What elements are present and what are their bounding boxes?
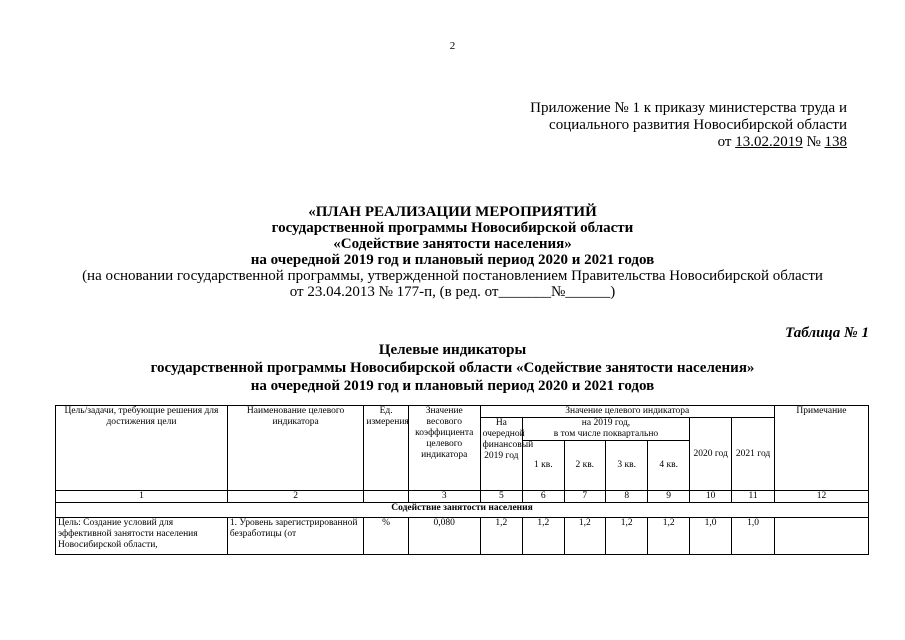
- header-q1: 1 кв.: [523, 441, 564, 491]
- column-number-row: [56, 491, 869, 503]
- col-num: 1: [56, 491, 228, 503]
- value-year-cell: 1,2: [480, 518, 522, 555]
- header-q4: 4 кв.: [648, 441, 689, 491]
- col-num: 9: [648, 491, 689, 503]
- table-row: [56, 518, 869, 555]
- indicators-title-2: государственной программы Новосибирской области «Содействие занятости населения»: [150, 360, 755, 376]
- value-q2-cell: 1,2: [564, 518, 605, 555]
- header-year-2019: на 2019 год,: [523, 418, 690, 430]
- header-2021: 2021 год: [732, 418, 775, 491]
- section-title: Содействие занятости населения: [56, 503, 869, 518]
- note-cell: [774, 518, 868, 555]
- page-number: 2: [449, 40, 456, 52]
- plan-title: «ПЛАН РЕАЛИЗАЦИИ МЕРОПРИЯТИЙ: [308, 204, 597, 220]
- appendix-block: [530, 100, 847, 151]
- value-2020-cell: 1,0: [689, 518, 731, 555]
- col-num: 5: [480, 491, 522, 503]
- col-num: [364, 491, 408, 503]
- indicator-cell: 1. Уровень зарегистрированной безработицы (от: [227, 518, 363, 555]
- appendix-date: 13.02.2019: [735, 134, 803, 150]
- plan-subtitle-3: на очередной 2019 год и плановый период 2020 и 2021 годов: [250, 252, 655, 268]
- section-row: [56, 503, 869, 518]
- weight-cell: 0,080: [408, 518, 480, 555]
- value-q4-cell: 1,2: [648, 518, 689, 555]
- value-2021-cell: 1,0: [732, 518, 775, 555]
- plan-title-block: [0, 204, 905, 300]
- plan-subtitle-2: «Содействие занятости населения»: [333, 236, 572, 252]
- appendix-date-prefix: от: [717, 134, 732, 150]
- col-num: 7: [564, 491, 605, 503]
- plan-basis-2: от 23.04.2013 № 177-п, (в ред. от_______№______): [289, 284, 616, 300]
- col-num: 6: [523, 491, 564, 503]
- header-next-year: На очередной финансовый 2019 год: [480, 418, 522, 491]
- header-indicator-name: Наименование целевого индикатора: [227, 406, 363, 491]
- col-num: 3: [408, 491, 480, 503]
- col-num: 10: [689, 491, 731, 503]
- header-row-1: [56, 406, 869, 418]
- header-quarterly: в том числе поквартально: [523, 429, 690, 441]
- header-q3: 3 кв.: [605, 441, 647, 491]
- header-note: Примечание: [774, 406, 868, 491]
- header-2020: 2020 год: [689, 418, 731, 491]
- col-num: 11: [732, 491, 775, 503]
- header-value-group: Значение целевого индикатора: [480, 406, 774, 418]
- appendix-line-3: [530, 134, 847, 151]
- plan-basis-1: (на основании государственной программы, утвержденной постановлением Правительства Новосибирской области: [82, 268, 823, 284]
- indicators-title: [0, 341, 905, 395]
- col-num: 2: [227, 491, 363, 503]
- plan-subtitle-1: государственной программы Новосибирской области: [271, 220, 634, 236]
- header-weight: Значение весового коэффициента целевого индикатора: [408, 406, 480, 491]
- indicators-title-1: Целевые индикаторы: [378, 342, 527, 358]
- indicators-table: [55, 405, 869, 555]
- appendix-number: 138: [824, 134, 847, 150]
- header-goal: Цель/задачи, требующие решения для достижения цели: [56, 406, 228, 491]
- value-q1-cell: 1,2: [523, 518, 564, 555]
- table-number: Таблица № 1: [785, 325, 869, 341]
- appendix-line-2: социального развития Новосибирской области: [549, 117, 847, 133]
- appendix-number-sign: №: [806, 134, 821, 150]
- appendix-line-1: Приложение № 1 к приказу министерства труда и: [530, 100, 847, 116]
- col-num: 12: [774, 491, 868, 503]
- value-q3-cell: 1,2: [605, 518, 647, 555]
- goal-cell: Цель: Создание условий для эффективной занятости населения Новосибирской области,: [56, 518, 228, 555]
- header-unit: Ед. измерения: [364, 406, 408, 491]
- indicators-title-3: на очередной 2019 год и плановый период 2020 и 2021 годов: [250, 378, 655, 394]
- col-num: 8: [605, 491, 647, 503]
- unit-cell: %: [364, 518, 408, 555]
- header-q2: 2 кв.: [564, 441, 605, 491]
